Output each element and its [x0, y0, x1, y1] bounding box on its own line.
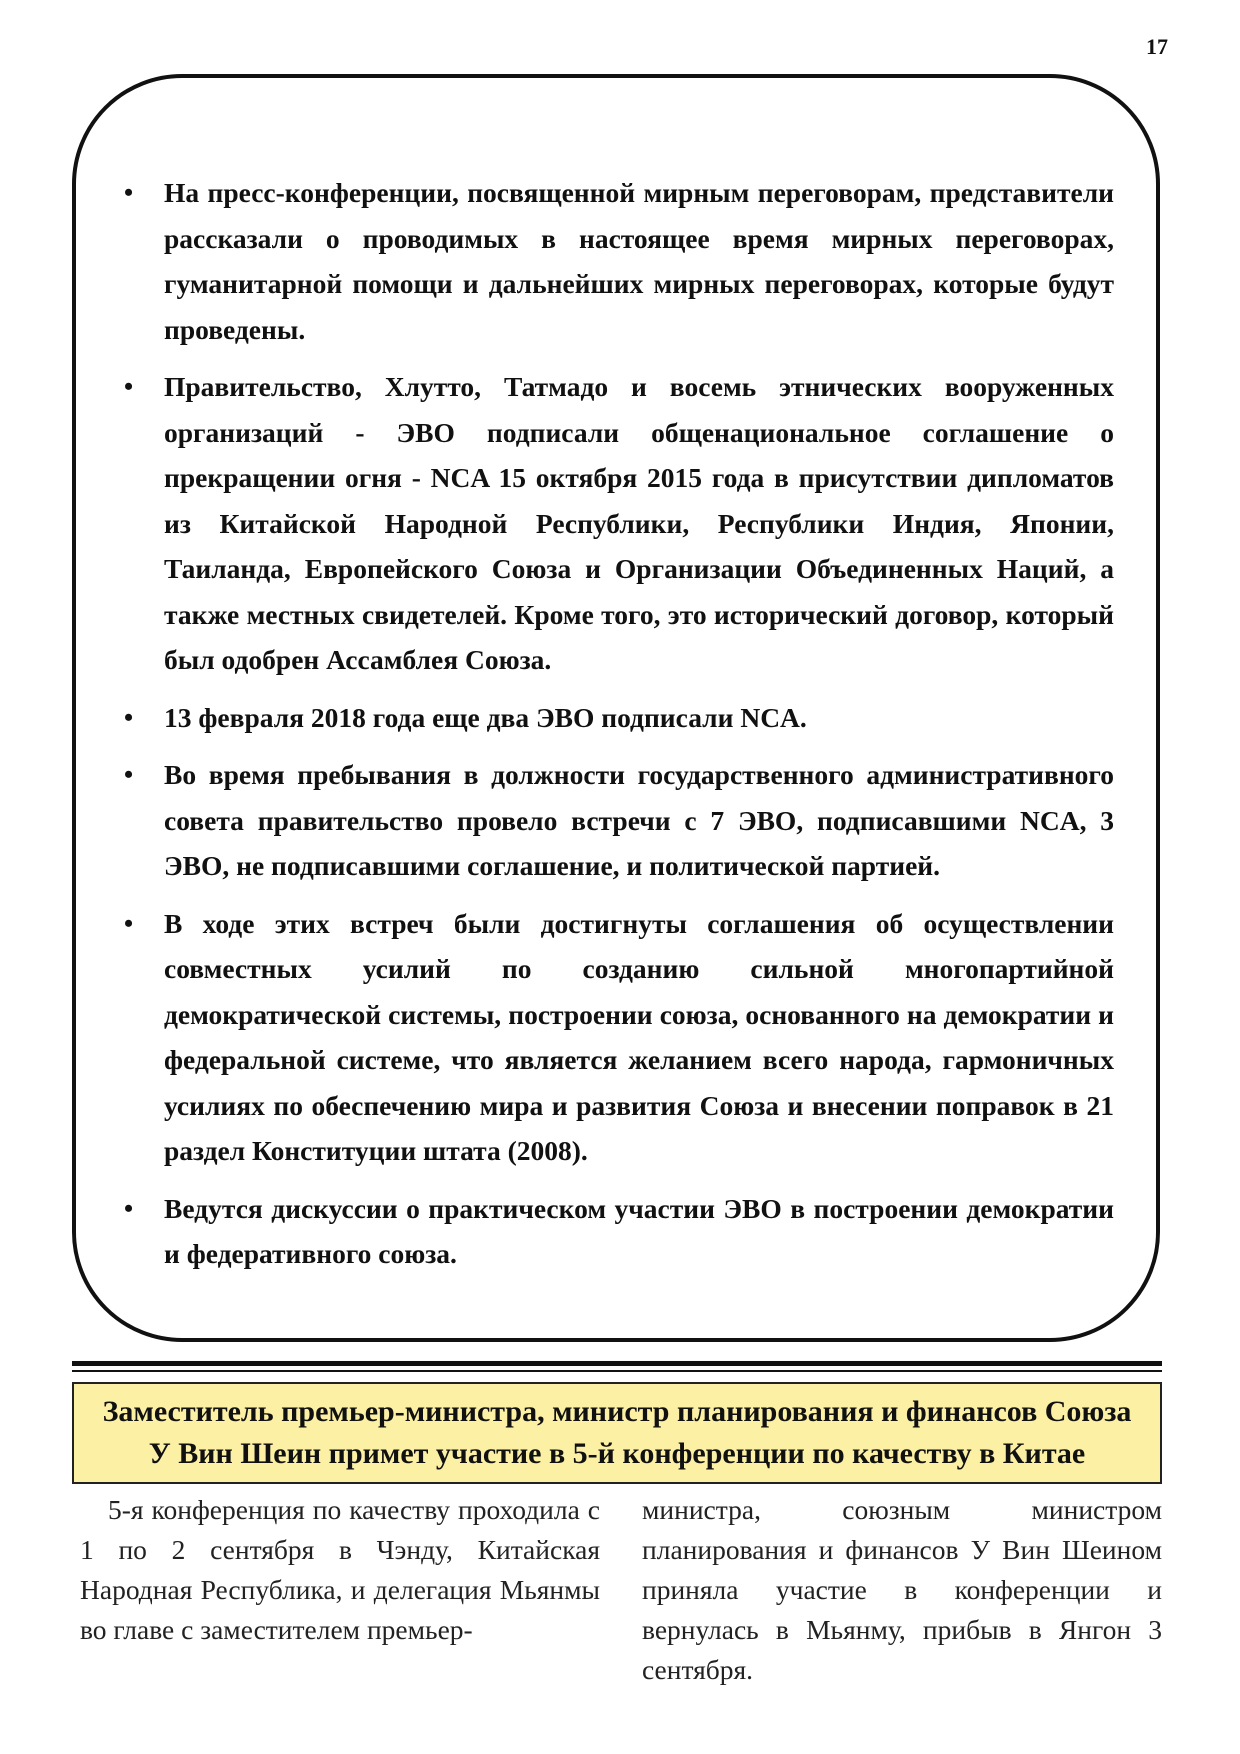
article-column-right: министра, союзным министром планирования и финансов У Вин Шеином приняла участие в конференции и вернулась в Мьянму, прибыв в Янгон 3 сентября. [642, 1494, 1162, 1685]
rounded-info-box [72, 74, 1160, 1342]
article-column-left: 5-я конференция по качеству проходила с 1 по 2 сентября в Чэнду, Китайская Народная Республика, и делегация Мьянмы во главе с заместителем премьер- [80, 1494, 600, 1645]
headline-line-1: Заместитель премьер-министра, министр планирования и финансов Союза [102, 1395, 1132, 1428]
divider-thick [72, 1361, 1162, 1366]
bullet-item: • Во время пребывания в должности государственного административного совета правительство провело встречи с 7 ЭВО, подписавшими NCA, 3 ЭВО, не подписавшими соглашение, и политической партией. [124, 752, 1114, 889]
bullet-item: • На пресс-конференции, посвященной мирным переговорам, представители рассказали о проводимых в настоящее время мирных переговорах, гуманитарной помощи и дальнейших мирных переговорах, которые будут проведены. [124, 170, 1114, 352]
bullet-list [124, 170, 1114, 1289]
bullet-item: • Правительство, Хлутто, Татмадо и восемь этнических вооруженных организаций - ЭВО подписали общенациональное соглашение о прекращении огня - NCA 15 октября 2015 года в присутствии дипломатов из Китайской Народной Республики, Республики Индия, Японии, Таиланда, Европейского Союза и Организации Объединенных Наций, а также местных свидетелей. Кроме того, это исторический договор, который был одобрен Ассамблея Союза. [124, 364, 1114, 683]
bullet-item: • Ведутся дискуссии о практическом участии ЭВО в построении демократии и федеративного союза. [124, 1186, 1114, 1277]
headline-line-2: У Вин Шеин примет участие в 5-й конференции по качеству в Китае [148, 1437, 1086, 1470]
article-headline [72, 1382, 1162, 1484]
page-number: 17 [1146, 34, 1168, 59]
article-body [80, 1490, 1162, 1690]
bullet-item: • 13 февраля 2018 года еще два ЭВО подписали NCA. [124, 695, 1114, 741]
bullet-item: • В ходе этих встреч были достигнуты соглашения об осуществлении совместных усилий по созданию сильной многопартийной демократической системы, построении союза, основанного на демократии и федеральной системе, что является желанием всего народа, гармоничных усилиях по обеспечению мира и развития Союза и внесении поправок в 21 раздел Конституции штата (2008). [124, 901, 1114, 1174]
divider-thin [72, 1370, 1162, 1372]
